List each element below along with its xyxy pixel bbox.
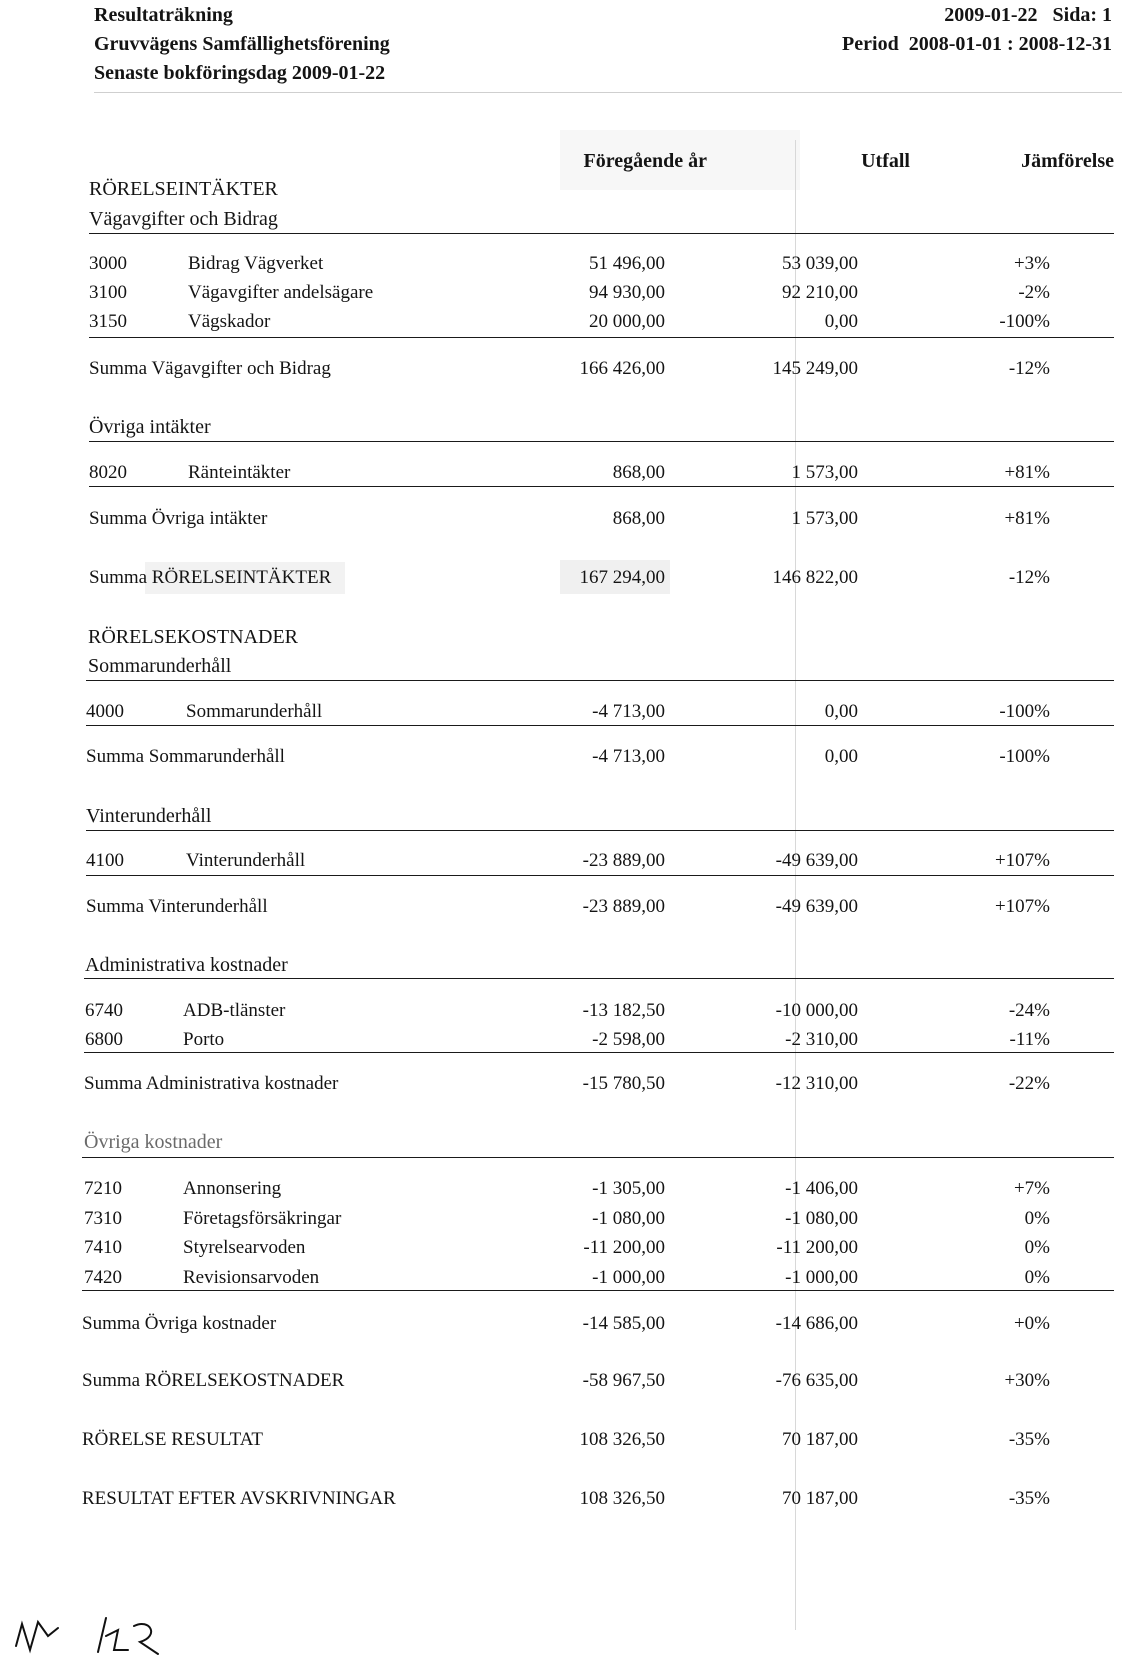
subtotal-value-outcome: -14 686,00	[775, 1313, 858, 1334]
total-revenue-label-value-previous: 167 294,00	[579, 567, 665, 588]
operating-result-label-value-comparison: -35%	[1008, 1429, 1050, 1450]
account-name: Vägskador	[188, 311, 271, 332]
subtotal-value-comparison: +107%	[994, 896, 1050, 917]
account-name: Ränteintäkter	[188, 462, 291, 483]
account-number: 6800	[85, 1029, 123, 1050]
period: Period 2008-01-01 : 2008-12-31	[842, 33, 1112, 55]
total-revenue-label: Summa RÖRELSEINTÄKTER	[89, 567, 332, 588]
section-heading-revenue: RÖRELSEINTÄKTER	[89, 178, 278, 200]
subtotal-value-outcome: 1 573,00	[791, 508, 858, 529]
row-value-outcome: -1 080,00	[785, 1207, 858, 1229]
row-value-previous: -13 182,50	[582, 1000, 665, 1021]
row-value-comparison: 0%	[1024, 1237, 1050, 1258]
column-previous-year: Föregående år	[583, 150, 707, 172]
subtotal-value-outcome: 0,00	[824, 746, 858, 767]
rows-rule	[89, 337, 1114, 338]
subtotal-label: Summa Vinterunderhåll	[86, 896, 268, 917]
operating-result-label: RÖRELSE RESULTAT	[82, 1429, 263, 1450]
row-value-comparison: +7%	[1013, 1178, 1050, 1199]
row-value-previous: -1 000,00	[592, 1266, 665, 1288]
subtotal-value-previous: -23 889,00	[582, 896, 665, 917]
account-name: Annonsering	[183, 1178, 282, 1199]
row-value-outcome: -2 310,00	[785, 1029, 858, 1050]
row-value-comparison: -11%	[1009, 1029, 1050, 1050]
account-name: Sommarunderhåll	[186, 701, 323, 722]
section-heading-costs: RÖRELSEKOSTNADER	[88, 626, 299, 648]
row-value-previous: 868,00	[612, 462, 665, 483]
group-title-road-fees: Vägavgifter och Bidrag	[89, 208, 278, 230]
account-number: 7410	[84, 1237, 122, 1258]
total-costs-label-value-outcome: -76 635,00	[775, 1370, 858, 1391]
column-outcome: Utfall	[861, 150, 910, 172]
account-number: 4000	[86, 701, 124, 722]
account-number: 7420	[84, 1266, 122, 1288]
total-revenue-label-value-comparison: -12%	[1008, 567, 1050, 588]
subtotal-value-comparison: +0%	[1013, 1313, 1050, 1334]
row-value-outcome: 0,00	[824, 311, 858, 332]
result-after-depreciation-label-value-previous: 108 326,50	[579, 1488, 665, 1509]
group-title-winter-maintenance: Vinterunderhåll	[86, 805, 212, 827]
subtotal-value-outcome: 145 249,00	[772, 358, 858, 379]
account-number: 7210	[84, 1178, 122, 1199]
subtotal-value-previous: 166 426,00	[579, 358, 665, 379]
row-value-previous: 51 496,00	[589, 253, 665, 274]
last-booking-date: Senaste bokföringsdag 2009-01-22	[94, 62, 386, 84]
row-value-comparison: -100%	[999, 311, 1050, 332]
row-value-outcome: 1 573,00	[791, 462, 858, 483]
row-value-outcome: -1 406,00	[785, 1178, 858, 1199]
rows-rule	[84, 1052, 1114, 1053]
row-value-previous: 94 930,00	[589, 282, 665, 303]
row-value-outcome: 92 210,00	[782, 282, 858, 303]
account-number: 7310	[84, 1207, 122, 1229]
subtotal-value-previous: -15 780,50	[582, 1073, 665, 1094]
row-value-previous: -1 080,00	[592, 1207, 665, 1229]
operating-result-label-value-previous: 108 326,50	[579, 1429, 665, 1450]
row-value-comparison: -100%	[999, 701, 1050, 722]
account-name: Bidrag Vägverket	[188, 253, 324, 274]
total-costs-label-value-comparison: +30%	[1004, 1370, 1050, 1391]
row-value-previous: 20 000,00	[589, 311, 665, 332]
subtotal-value-previous: 868,00	[612, 508, 665, 529]
column-comparison: Jämförelse	[1021, 150, 1114, 172]
account-name: Vägavgifter andelsägare	[188, 282, 374, 303]
group-rule	[82, 1157, 1114, 1158]
account-name: Företagsförsäkringar	[183, 1207, 342, 1229]
row-value-comparison: +3%	[1013, 253, 1050, 274]
row-value-comparison: -2%	[1018, 282, 1050, 303]
row-value-previous: -1 305,00	[592, 1178, 665, 1199]
group-rule	[86, 680, 1114, 681]
row-value-outcome: -1 000,00	[785, 1266, 858, 1288]
subtotal-value-outcome: -49 639,00	[775, 896, 858, 917]
account-number: 3000	[89, 253, 127, 274]
rows-rule	[82, 1290, 1114, 1291]
row-value-outcome: -49 639,00	[775, 850, 858, 871]
account-name: Porto	[183, 1029, 225, 1050]
subtotal-value-outcome: -12 310,00	[775, 1073, 858, 1094]
account-number: 6740	[85, 1000, 123, 1021]
subtotal-value-comparison: -22%	[1008, 1073, 1050, 1094]
rows-rule	[86, 875, 1114, 876]
row-value-comparison: +107%	[994, 850, 1050, 871]
account-name: Vinterunderhåll	[186, 850, 306, 871]
group-title-administrative-costs: Administrativa kostnader	[85, 954, 288, 976]
row-value-comparison: +81%	[1004, 462, 1050, 483]
subtotal-label: Summa Övriga intäkter	[89, 508, 268, 529]
row-value-comparison: 0%	[1024, 1266, 1050, 1288]
result-after-depreciation-label-value-outcome: 70 187,00	[782, 1488, 858, 1509]
row-value-previous: -23 889,00	[582, 850, 665, 871]
row-value-comparison: 0%	[1024, 1207, 1050, 1229]
report-title: Resultaträkning	[94, 4, 233, 26]
group-rule	[86, 830, 1114, 831]
subtotal-label: Summa Sommarunderhåll	[86, 746, 285, 767]
group-title-summer-maintenance: Sommarunderhåll	[88, 655, 232, 677]
row-value-previous: -4 713,00	[592, 701, 665, 722]
row-value-outcome: -10 000,00	[775, 1000, 858, 1021]
row-value-outcome: 53 039,00	[782, 253, 858, 274]
subtotal-label: Summa Administrativa kostnader	[84, 1073, 339, 1094]
subtotal-label: Summa Övriga kostnader	[82, 1313, 277, 1334]
operating-result-label-value-outcome: 70 187,00	[782, 1429, 858, 1450]
row-value-comparison: -24%	[1008, 1000, 1050, 1021]
group-rule	[89, 441, 1114, 442]
result-after-depreciation-label-value-comparison: -35%	[1008, 1488, 1050, 1509]
organization-name: Gruvvägens Samfällighetsförening	[94, 33, 390, 55]
total-costs-label: Summa RÖRELSEKOSTNADER	[82, 1370, 345, 1391]
row-value-outcome: 0,00	[824, 701, 858, 722]
row-value-previous: -11 200,00	[583, 1237, 665, 1258]
subtotal-value-previous: -4 713,00	[592, 746, 665, 767]
account-number: 3100	[89, 282, 127, 303]
account-name: Styrelsearvoden	[183, 1237, 306, 1258]
header-rule	[94, 92, 1122, 93]
subtotal-value-comparison: -100%	[999, 746, 1050, 767]
account-number: 4100	[86, 850, 124, 871]
account-name: ADB-tlänster	[183, 1000, 286, 1021]
group-title-other-costs: Övriga kostnader	[84, 1131, 223, 1153]
subtotal-value-comparison: -12%	[1008, 358, 1050, 379]
account-name: Revisionsarvoden	[183, 1266, 320, 1288]
account-number: 3150	[89, 311, 127, 332]
row-value-previous: -2 598,00	[592, 1029, 665, 1050]
total-revenue-label-value-outcome: 146 822,00	[772, 567, 858, 588]
subtotal-value-comparison: +81%	[1004, 508, 1050, 529]
rows-rule	[89, 486, 1114, 487]
group-rule	[84, 978, 1114, 979]
rows-rule	[86, 725, 1114, 726]
date-page: 2009-01-22 Sida: 1	[944, 4, 1112, 26]
result-after-depreciation-label: RESULTAT EFTER AVSKRIVNINGAR	[82, 1488, 396, 1509]
handwritten-signature	[10, 1606, 170, 1660]
group-title-other-income: Övriga intäkter	[89, 416, 211, 438]
row-value-outcome: -11 200,00	[776, 1237, 858, 1258]
total-costs-label-value-previous: -58 967,50	[582, 1370, 665, 1391]
subtotal-label: Summa Vägavgifter och Bidrag	[89, 358, 331, 379]
group-rule	[89, 233, 1114, 234]
account-number: 8020	[89, 462, 127, 483]
subtotal-value-previous: -14 585,00	[582, 1313, 665, 1334]
